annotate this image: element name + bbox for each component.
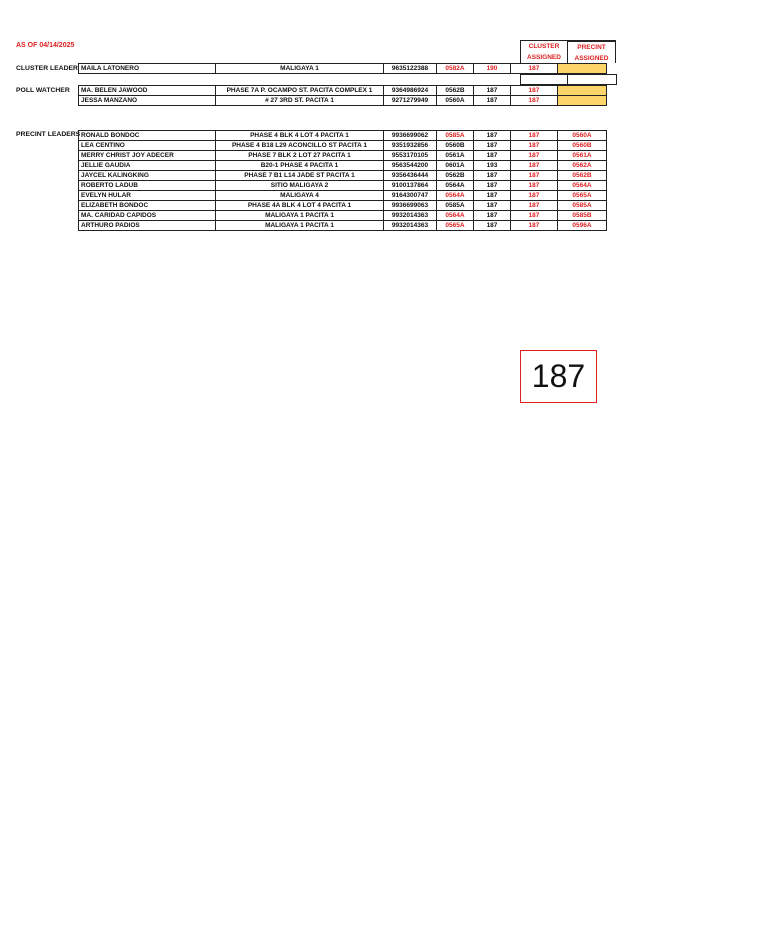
name-cell: JESSA MANZANO xyxy=(79,96,216,106)
spacer-cell xyxy=(521,75,568,85)
table-row xyxy=(79,201,607,211)
cluster-assigned-cell: 187 xyxy=(511,131,558,141)
cluster-assigned-header xyxy=(520,40,568,63)
address-cell: PHASE 4A BLK 4 LOT 4 PACITA 1 xyxy=(216,201,384,211)
phone-cell: 9563544200 xyxy=(384,161,437,171)
cluster-leader-label: CLUSTER LEADER xyxy=(16,65,78,72)
cluster-assigned-cell: 187 xyxy=(511,86,558,96)
cluster-assigned-cell: 187 xyxy=(511,221,558,231)
precinct-cell: 0601A xyxy=(437,161,474,171)
cluster-cell: 187 xyxy=(474,96,511,106)
precinct-cell: 0560B xyxy=(437,141,474,151)
table-row xyxy=(79,151,607,161)
cluster-cell: 187 xyxy=(474,151,511,161)
precinct-cell: 0562B xyxy=(437,86,474,96)
table-row xyxy=(79,141,607,151)
table-row xyxy=(79,221,607,231)
phone-cell: 9553170105 xyxy=(384,151,437,161)
cluster-assigned-cell: 187 xyxy=(511,181,558,191)
table-row xyxy=(79,86,607,96)
phone-cell: 9100137864 xyxy=(384,181,437,191)
cluster-assigned-cell: 187 xyxy=(511,161,558,171)
poll-watcher-label: POLL WATCHER xyxy=(16,87,70,94)
phone-cell: 9936699063 xyxy=(384,201,437,211)
phone-cell: 9351932856 xyxy=(384,141,437,151)
phone-cell: 9271279949 xyxy=(384,96,437,106)
precint-assigned-cell: 0565A xyxy=(558,191,607,201)
address-cell: MALIGAYA 1 PACITA 1 xyxy=(216,211,384,221)
precint-assigned-cell: 0562B xyxy=(558,171,607,181)
name-cell: RONALD BONDOC xyxy=(79,131,216,141)
precinct-cell: 0560A xyxy=(437,96,474,106)
cluster-cell: 187 xyxy=(474,131,511,141)
cluster-cell: 187 xyxy=(474,171,511,181)
cluster-cell: 187 xyxy=(474,191,511,201)
phone-cell: 9932014363 xyxy=(384,211,437,221)
address-cell: # 27 3RD ST. PACITA 1 xyxy=(216,96,384,106)
address-cell: B20-1 PHASE 4 PACITA 1 xyxy=(216,161,384,171)
precinct-cell: 0582A xyxy=(437,64,474,74)
precinct-cell: 0564A xyxy=(437,211,474,221)
precinct-cell: 0562B xyxy=(437,171,474,181)
phone-cell: 9164300747 xyxy=(384,191,437,201)
precint-leaders-table xyxy=(78,130,607,231)
address-cell: PHASE 7 B1 L14 JADE ST PACITA 1 xyxy=(216,171,384,181)
address-cell: MALIGAYA 4 xyxy=(216,191,384,201)
precint-assigned-cell xyxy=(558,64,607,74)
cluster-cell: 193 xyxy=(474,161,511,171)
cluster-assigned-cell: 187 xyxy=(511,64,558,74)
name-cell: JAYCEL KALINGKING xyxy=(79,171,216,181)
cluster-assigned-header-line2: ASSIGNED xyxy=(527,54,561,61)
table-row xyxy=(79,191,607,201)
precinct-cell: 0585A xyxy=(437,201,474,211)
cluster-assigned-cell: 187 xyxy=(511,211,558,221)
precint-assigned-cell: 0560B xyxy=(558,141,607,151)
name-cell: MA. CARIDAD CAPIDOS xyxy=(79,211,216,221)
cluster-cell: 187 xyxy=(474,221,511,231)
cluster-cell: 187 xyxy=(474,211,511,221)
as-of-date: AS OF 04/14/2025 xyxy=(16,42,75,49)
precinct-cell: 0565A xyxy=(437,221,474,231)
precint-assigned-cell: 0596A xyxy=(558,221,607,231)
name-cell: ELIZABETH BONDOC xyxy=(79,201,216,211)
address-cell: PHASE 4 BLK 4 LOT 4 PACITA 1 xyxy=(216,131,384,141)
table-row xyxy=(79,161,607,171)
cluster-cell: 190 xyxy=(474,64,511,74)
cluster-leader-table xyxy=(78,63,607,74)
precint-assigned-cell xyxy=(558,96,607,106)
spacer-row xyxy=(520,74,617,85)
precint-assigned-cell: 0560A xyxy=(558,131,607,141)
address-cell: PHASE 7A P. OCAMPO ST. PACITA COMPLEX 1 xyxy=(216,86,384,96)
name-cell: JELLIE GAUDIA xyxy=(79,161,216,171)
cluster-assigned-cell: 187 xyxy=(511,151,558,161)
address-cell: MALIGAYA 1 xyxy=(216,64,384,74)
precint-assigned-cell: 0585B xyxy=(558,211,607,221)
phone-cell: 9936699062 xyxy=(384,131,437,141)
precint-assigned-cell: 0562A xyxy=(558,161,607,171)
table-row xyxy=(79,96,607,106)
name-cell: LEA CENTINO xyxy=(79,141,216,151)
precint-assigned-cell xyxy=(558,86,607,96)
cluster-assigned-header-line1: CLUSTER xyxy=(528,43,560,50)
precint-assigned-cell: 0564A xyxy=(558,181,607,191)
precint-leaders-label: PRECINT LEADERS xyxy=(16,131,81,138)
cluster-assigned-cell: 187 xyxy=(511,171,558,181)
name-cell: EVELYN HULAR xyxy=(79,191,216,201)
name-cell: ARTHURO PADIOS xyxy=(79,221,216,231)
table-row xyxy=(79,181,607,191)
phone-cell: 9932014363 xyxy=(384,221,437,231)
name-cell: MA. BELEN JAWOOD xyxy=(79,86,216,96)
table-row xyxy=(79,211,607,221)
precint-leaders-body xyxy=(79,131,607,231)
address-cell: SITIO MALIGAYA 2 xyxy=(216,181,384,191)
cluster-cell: 187 xyxy=(474,141,511,151)
precinct-cell: 0564A xyxy=(437,181,474,191)
phone-cell: 9356436444 xyxy=(384,171,437,181)
precint-assigned-cell: 0561A xyxy=(558,151,607,161)
cluster-number-box: 187 xyxy=(520,350,597,403)
address-cell: PHASE 4 B18 L29 ACONCILLO ST PACITA 1 xyxy=(216,141,384,151)
table-row xyxy=(79,171,607,181)
precinct-cell: 0564A xyxy=(437,191,474,201)
cluster-cell: 187 xyxy=(474,201,511,211)
precinct-cell: 0585A xyxy=(437,131,474,141)
phone-cell: 9635122388 xyxy=(384,64,437,74)
cluster-assigned-cell: 187 xyxy=(511,201,558,211)
precinct-cell: 0561A xyxy=(437,151,474,161)
cluster-assigned-cell: 187 xyxy=(511,141,558,151)
table-row xyxy=(79,131,607,141)
precint-assigned-cell: 0585A xyxy=(558,201,607,211)
name-cell: MERRY CHRIST JOY ADECER xyxy=(79,151,216,161)
name-cell: MAILA LATONERO xyxy=(79,64,216,74)
precint-assigned-header xyxy=(567,40,616,63)
cluster-assigned-cell: 187 xyxy=(511,96,558,106)
spacer-cell xyxy=(568,75,617,85)
address-cell: MALIGAYA 1 PACITA 1 xyxy=(216,221,384,231)
precint-assigned-header-line1: PRECINT xyxy=(577,44,606,51)
poll-watcher-table xyxy=(78,85,607,106)
cluster-cell: 187 xyxy=(474,86,511,96)
table-row xyxy=(79,64,607,74)
address-cell: PHASE 7 BLK 2 LOT 27 PACITA 1 xyxy=(216,151,384,161)
precint-assigned-header-line2: ASSIGNED xyxy=(574,55,609,62)
cluster-assigned-cell: 187 xyxy=(511,191,558,201)
cluster-cell: 187 xyxy=(474,181,511,191)
name-cell: ROBERTO LADUB xyxy=(79,181,216,191)
phone-cell: 9364986924 xyxy=(384,86,437,96)
